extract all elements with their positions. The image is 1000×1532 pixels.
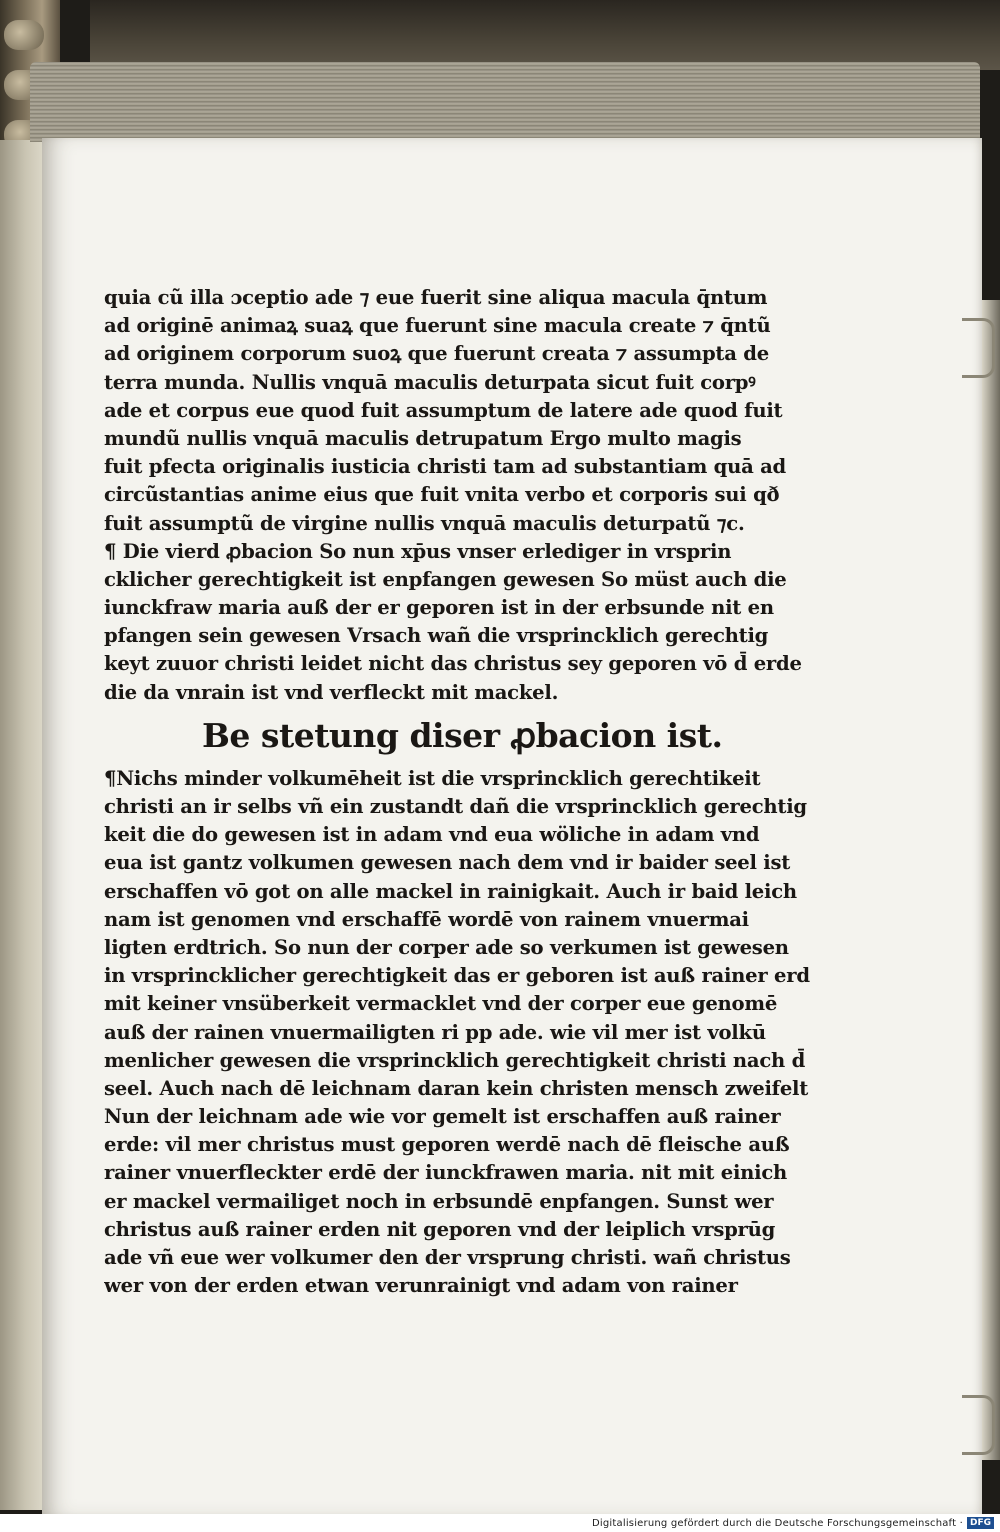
text-line: cklicher gerechtigkeit ist enpfangen gewesen So müst auch die [104, 567, 787, 591]
text-line: in vrsprincklicher gerechtigkeit das er geboren ist auß rainer erd [104, 964, 810, 988]
text-line: mundũ nullis vnquā maculis detrupatum Ergo multo magis [104, 426, 742, 450]
text-line: pfangen sein gewesen Vrsach wañ die vrsprincklich gerechtig [104, 624, 769, 648]
text-line: terra munda. Nullis vnquā maculis deturpata sicut fuit corpꝰ [104, 370, 756, 394]
latin-paragraph [104, 284, 816, 538]
text-line: keyt zuuor christi leidet nicht das christus sey geporen vō d̄ erde [104, 652, 802, 676]
text-line: erschaffen vō got on alle mackel in rainigkait. Auch ir baid leich [104, 879, 797, 903]
text-line: ¶ Die vierd ꝓbacion So nun xp̄us vnser erlediger in vrsprin [104, 539, 732, 563]
section-heading: Be stetung diser ꝓbacion ist. [202, 715, 723, 755]
funding-credit: Digitalisierung gefördert durch die Deutsche Forschungsgemeinschaft · [591, 1517, 963, 1529]
binding-cord-icon [4, 20, 44, 50]
clasp-icon [962, 318, 995, 378]
text-line: ad originem corporum suoꝝ que fuerunt creata ⁊ assumpta de [104, 342, 769, 366]
page-text-block [104, 284, 816, 1300]
text-line: christi an ir selbs vñ ein zustandt dañ die vrsprincklich gerechtig [104, 795, 807, 818]
text-line: seel. Auch nach dē leichnam daran kein christen mensch zweifelt [104, 1076, 809, 1100]
text-line: erde: vil mer christus must geporen werdē nach dē fleische auß [104, 1133, 790, 1157]
fourth-probation-paragraph [104, 538, 816, 707]
text-line: die da vnrain ist vnd verfleckt mit mackel. [104, 680, 559, 704]
text-line: fuit pfecta originalis iusticia christi tam ad substantiam quā ad [104, 455, 787, 479]
text-line: mit keiner vnsüberkeit vermacklet vnd der corper eue genomē [104, 992, 778, 1016]
page-stack-edge [30, 62, 980, 142]
text-line: christus auß rainer erden nit geporen vnd der leiplich vrsprūg [104, 1217, 776, 1241]
text-line: quia cũ illa ɔceptio ade ⁊ eue fuerit sine aliqua macula q̄ntum [104, 286, 768, 309]
text-line: rainer vnuerfleckter erdē der iunckfrawen maria. nit mit einich [104, 1161, 788, 1185]
text-line: nam ist genomen vnd erschaffē wordē von rainem vnuermai [104, 907, 749, 931]
clasp-icon [962, 1395, 995, 1455]
text-line: Nun der leichnam ade wie vor gemelt ist erschaffen auß rainer [104, 1105, 781, 1129]
dfg-logo: DFG [967, 1517, 994, 1529]
text-line: iunckfraw maria auß der er geporen ist in der erbsunde nit en [104, 596, 774, 620]
text-line: keit die do gewesen ist in adam vnd eua wöliche in adam vnd [104, 823, 760, 847]
footer-bar [0, 1514, 1000, 1532]
text-line: menlicher gewesen die vrsprincklich gerechtigkeit christi nach d̄ [104, 1048, 806, 1072]
text-line: ligten erdtrich. So nun der corper ade so verkumen ist gewesen [104, 935, 789, 959]
text-line: auß der rainen vnuermailigten ri pp ade. wie vil mer ist volkū [104, 1020, 766, 1044]
right-page-edge [982, 300, 1000, 1460]
text-line: ade vñ eue wer volkumer den der vrsprung christi. wañ christus [104, 1246, 791, 1269]
text-line: ade et corpus eue quod fuit assumptum de latere ade quod fuit [104, 398, 783, 422]
text-line: er mackel vermailiget noch in erbsundē enpfangen. Sunst wer [104, 1189, 774, 1213]
book-cover-top [90, 0, 1000, 70]
confirmation-paragraph [104, 765, 816, 1301]
text-line: ad originē animaꝝ suaꝝ que fuerunt sine macula create ⁊ q̄ntũ [104, 314, 771, 338]
text-line: circũstantias anime eius que fuit vnita verbo et corporis sui qð [104, 483, 780, 507]
text-line: fuit assumptũ de virgine nullis vnquā maculis deturpatũ ⁊c. [104, 511, 745, 535]
text-line: eua ist gantz volkumen gewesen nach dem vnd ir baider seel ist [104, 851, 791, 875]
text-line: ¶Nichs minder volkumēheit ist die vrsprincklich gerechtikeit [104, 766, 761, 790]
text-line: wer von der erden etwan verunrainigt vnd adam von rainer [104, 1274, 738, 1298]
